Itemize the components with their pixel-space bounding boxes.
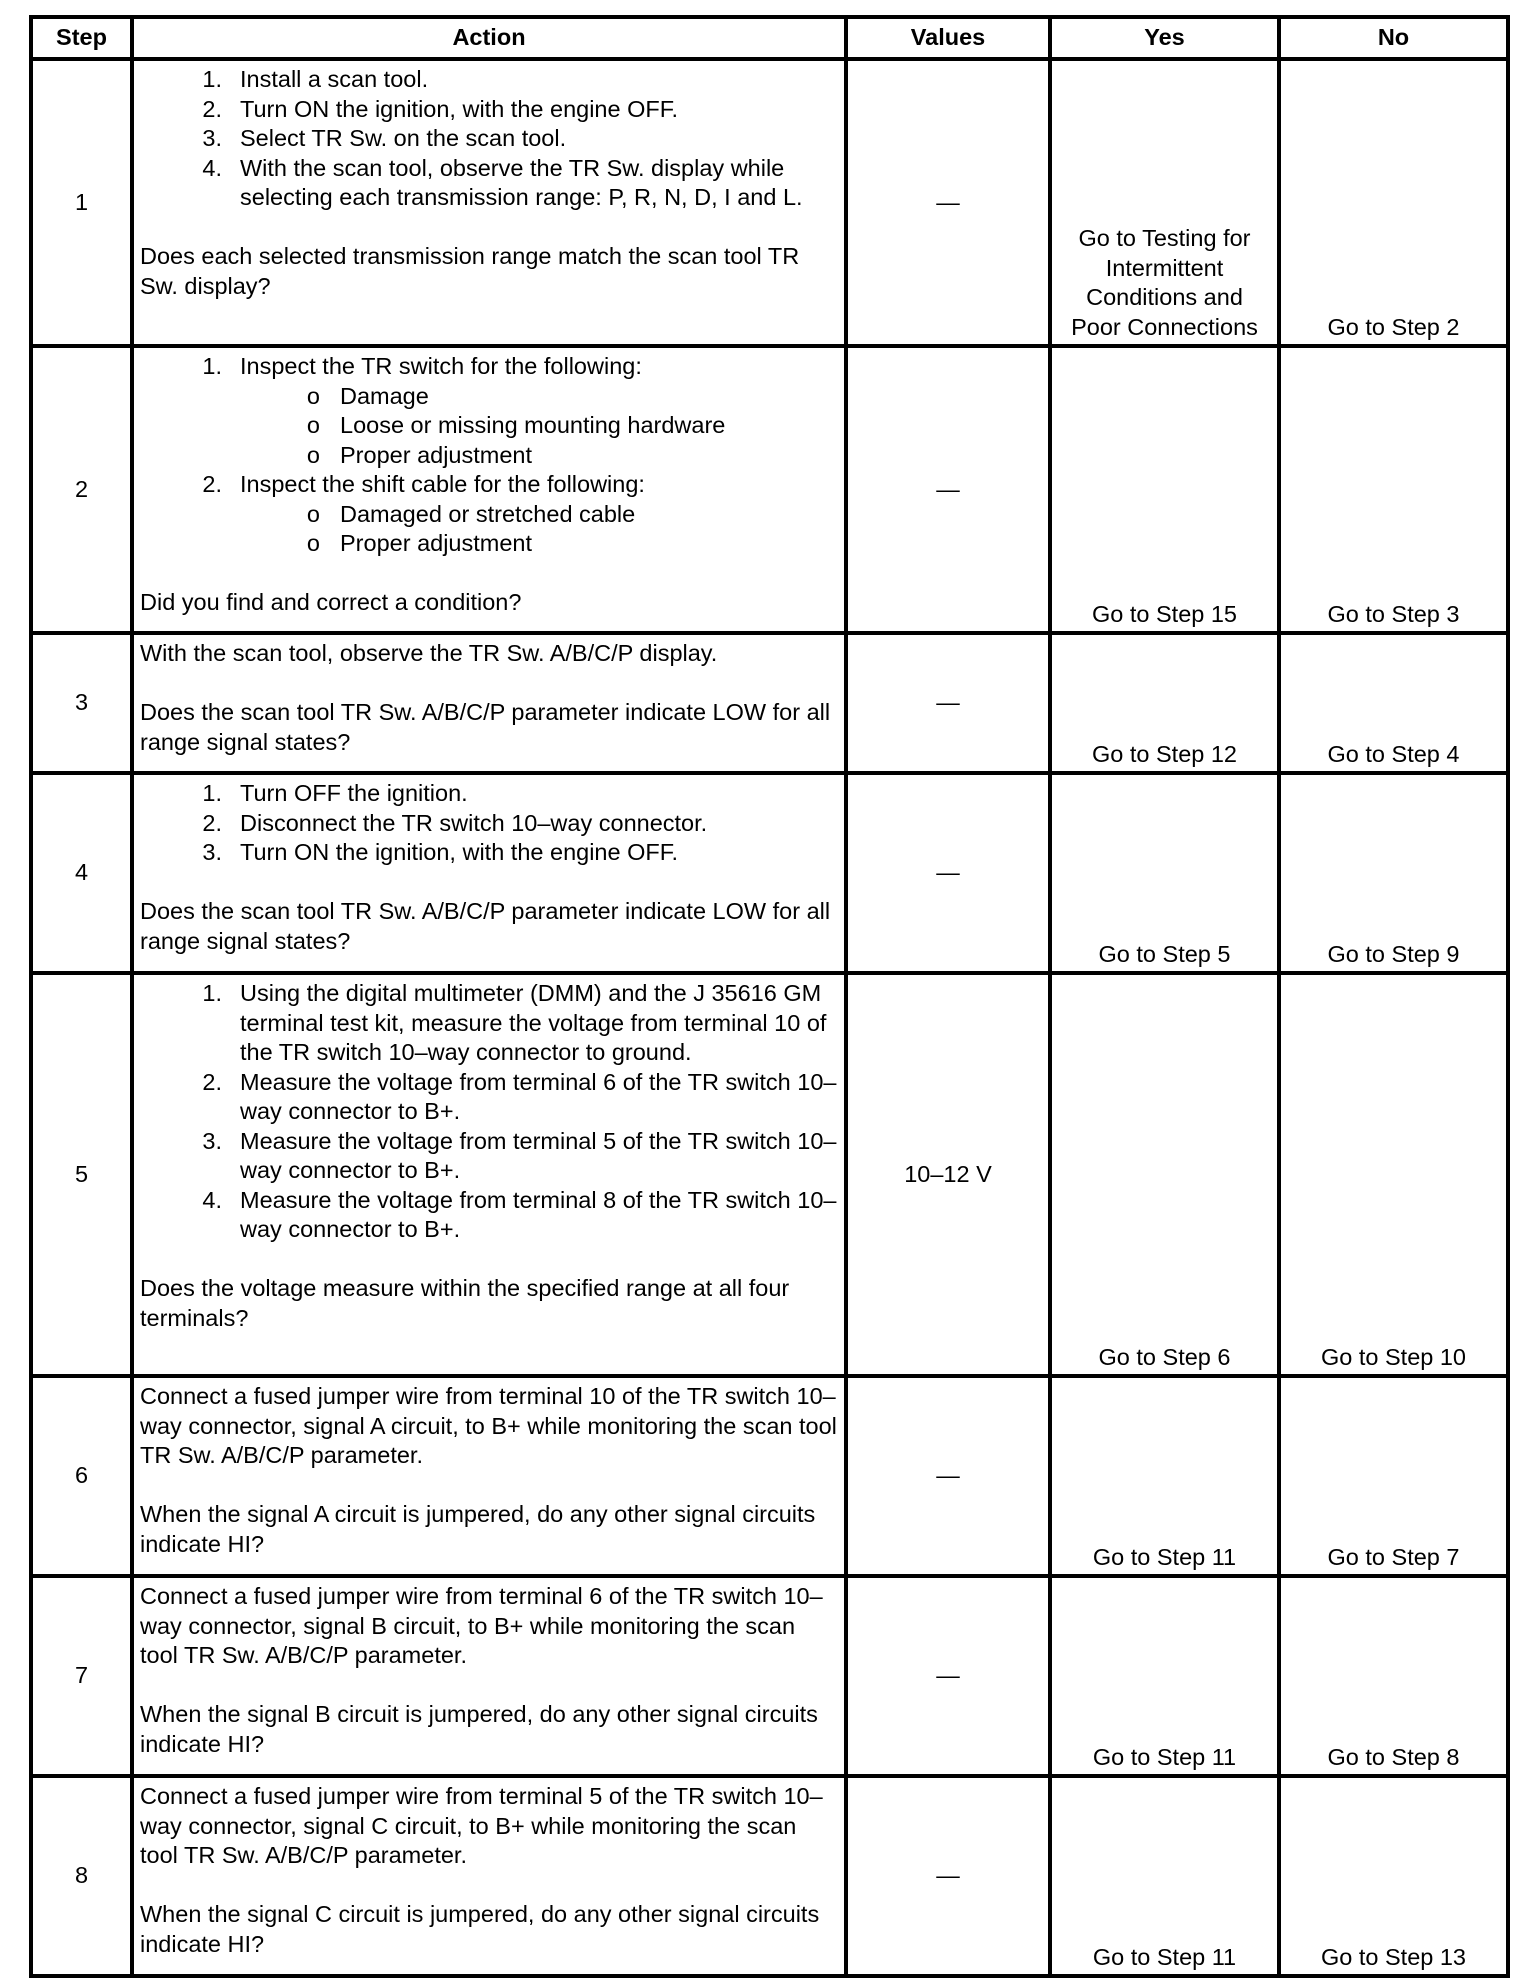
- spacer: [140, 669, 838, 699]
- step-cell: 2: [31, 346, 132, 633]
- values-cell: 10–12 V: [846, 973, 1050, 1376]
- values-cell: —: [846, 1776, 1050, 1976]
- action-cell: [132, 59, 846, 346]
- action-cell: [132, 773, 846, 973]
- step-cell: 6: [31, 1376, 132, 1576]
- sub-list-item: [140, 382, 838, 412]
- list-item: [140, 779, 838, 809]
- list-item-number: 1.: [202, 780, 222, 806]
- list-item-text: Turn ON the ignition, with the engine OFF.: [240, 95, 679, 122]
- sub-list-item: [140, 441, 838, 471]
- list-item: [140, 352, 838, 382]
- spacer: [140, 213, 838, 243]
- spacer: [140, 1871, 838, 1901]
- header-step: Step: [31, 17, 132, 59]
- spacer: [140, 1245, 838, 1275]
- list-item: [140, 65, 838, 95]
- list-item-text: Inspect the TR switch for the following:: [240, 353, 642, 379]
- table-row: [31, 1776, 1508, 1976]
- list-item: [140, 95, 838, 125]
- spacer: [140, 868, 838, 898]
- sub-list-item: [140, 500, 838, 530]
- action-question: Does the voltage measure within the specified range at all four terminals?: [140, 1275, 790, 1331]
- no-cell: Go to Step 10: [1279, 973, 1508, 1376]
- list-item-text: Measure the voltage from terminal 8 of the TR switch 10–way connector to B+.: [240, 1186, 837, 1242]
- values-cell: —: [846, 773, 1050, 973]
- list-item-number: 3.: [202, 1127, 222, 1154]
- header-values: Values: [846, 17, 1050, 59]
- list-item-number: 2.: [202, 471, 222, 497]
- spacer: [140, 1671, 838, 1701]
- diagnostic-table: [29, 15, 1510, 1978]
- step-cell: 7: [31, 1576, 132, 1776]
- header-no: No: [1279, 17, 1508, 59]
- bullet-icon: o: [306, 441, 320, 468]
- list-item-number: 4.: [202, 1186, 222, 1213]
- action-steps-list: [140, 779, 838, 868]
- list-item-number: 2.: [202, 1068, 222, 1095]
- bullet-icon: o: [306, 530, 320, 556]
- list-item-number: 2.: [202, 809, 222, 836]
- sub-list-item-text: Damaged or stretched cable: [340, 500, 636, 527]
- action-cell: [132, 1376, 846, 1576]
- action-cell: [132, 346, 846, 633]
- list-item-number: 1.: [202, 980, 222, 1006]
- action-cell: [132, 973, 846, 1376]
- action-intro: Connect a fused jumper wire from terminal 10 of the TR switch 10–way connector, signal A circuit, to B+ while monitoring the scan tool TR Sw. A/B/C/P parameter.: [140, 1383, 837, 1468]
- list-item: [140, 979, 838, 1068]
- yes-cell: Go to Step 15: [1050, 346, 1279, 633]
- list-item-number: 2.: [202, 95, 222, 122]
- list-item: [140, 809, 838, 839]
- action-steps-list: [140, 979, 838, 1245]
- table-row: [31, 773, 1508, 973]
- list-item-text: Using the digital multimeter (DMM) and the J 35616 GM terminal test kit, measure the voltage from terminal 10 of the TR switch 10–way connector to ground.: [240, 980, 827, 1065]
- yes-cell: Go to Step 11: [1050, 1776, 1279, 1976]
- spacer: [140, 559, 838, 589]
- list-item-text: Install a scan tool.: [240, 66, 429, 92]
- list-item-text: Select TR Sw. on the scan tool.: [240, 125, 567, 151]
- step-cell: 3: [31, 633, 132, 773]
- list-item-text: With the scan tool, observe the TR Sw. display while selecting each transmission range: P, R, N, D, I and L.: [240, 154, 803, 210]
- table-row: [31, 1576, 1508, 1776]
- step-cell: 5: [31, 973, 132, 1376]
- spacer: [140, 1471, 838, 1501]
- bullet-icon: o: [306, 500, 320, 527]
- bullet-icon: o: [306, 382, 320, 409]
- sub-list-item: [140, 529, 838, 559]
- table-row: [31, 973, 1508, 1376]
- table-row: [31, 346, 1508, 633]
- yes-cell: Go to Testing for Intermittent Conditions and Poor Connections: [1050, 59, 1279, 346]
- no-cell: Go to Step 9: [1279, 773, 1508, 973]
- list-item-number: 1.: [202, 66, 222, 92]
- action-question: When the signal B circuit is jumpered, do any other signal circuits indicate HI?: [140, 1701, 818, 1757]
- action-intro: With the scan tool, observe the TR Sw. A/B/C/P display.: [140, 640, 718, 666]
- yes-cell: Go to Step 11: [1050, 1576, 1279, 1776]
- list-item-text: Turn ON the ignition, with the engine OFF.: [240, 839, 679, 865]
- action-question: Does the scan tool TR Sw. A/B/C/P parameter indicate LOW for all range signal states?: [140, 699, 831, 755]
- action-steps-list: [140, 65, 838, 213]
- no-cell: Go to Step 13: [1279, 1776, 1508, 1976]
- values-cell: —: [846, 1576, 1050, 1776]
- list-item: [140, 124, 838, 154]
- list-item-number: 3.: [202, 839, 222, 865]
- list-item: [140, 838, 838, 868]
- sub-list-item-text: Damage: [340, 382, 429, 409]
- header-row: [31, 17, 1508, 59]
- values-cell: —: [846, 633, 1050, 773]
- action-steps-list: [140, 352, 838, 559]
- values-cell: —: [846, 1376, 1050, 1576]
- list-item-text: Disconnect the TR switch 10–way connector.: [240, 809, 708, 836]
- list-item: [140, 1186, 838, 1245]
- list-item: [140, 1127, 838, 1186]
- action-question: Does each selected transmission range match the scan tool TR Sw. display?: [140, 243, 800, 299]
- list-item-text: Measure the voltage from terminal 6 of the TR switch 10–way connector to B+.: [240, 1068, 837, 1124]
- sub-list-item: [140, 411, 838, 441]
- action-question: When the signal C circuit is jumpered, do any other signal circuits indicate HI?: [140, 1901, 820, 1957]
- list-item: [140, 470, 838, 500]
- list-item-text: Turn OFF the ignition.: [240, 780, 468, 806]
- no-cell: Go to Step 8: [1279, 1576, 1508, 1776]
- table-row: [31, 1376, 1508, 1576]
- header-action: Action: [132, 17, 846, 59]
- list-item-text: Inspect the shift cable for the following:: [240, 471, 645, 497]
- yes-cell: Go to Step 5: [1050, 773, 1279, 973]
- step-cell: 8: [31, 1776, 132, 1976]
- step-cell: 4: [31, 773, 132, 973]
- no-cell: Go to Step 4: [1279, 633, 1508, 773]
- list-item-text: Measure the voltage from terminal 5 of the TR switch 10–way connector to B+.: [240, 1127, 837, 1183]
- header-yes: Yes: [1050, 17, 1279, 59]
- list-item: [140, 154, 838, 213]
- step-cell: 1: [31, 59, 132, 346]
- list-item-number: 1.: [202, 353, 222, 379]
- sub-list-item-text: Proper adjustment: [340, 441, 533, 468]
- values-cell: —: [846, 59, 1050, 346]
- no-cell: Go to Step 7: [1279, 1376, 1508, 1576]
- yes-cell: Go to Step 12: [1050, 633, 1279, 773]
- table-row: [31, 59, 1508, 346]
- list-item: [140, 1068, 838, 1127]
- sub-list-item-text: Loose or missing mounting hardware: [340, 412, 726, 438]
- table-body: [31, 59, 1508, 1976]
- bullet-icon: o: [306, 412, 320, 438]
- table-row: [31, 633, 1508, 773]
- action-question: When the signal A circuit is jumpered, do any other signal circuits indicate HI?: [140, 1501, 816, 1557]
- action-cell: [132, 1576, 846, 1776]
- no-cell: Go to Step 2: [1279, 59, 1508, 346]
- no-cell: Go to Step 3: [1279, 346, 1508, 633]
- action-question: Does the scan tool TR Sw. A/B/C/P parameter indicate LOW for all range signal states?: [140, 898, 831, 954]
- sub-list-item-text: Proper adjustment: [340, 530, 533, 556]
- yes-cell: Go to Step 11: [1050, 1376, 1279, 1576]
- list-item-number: 4.: [202, 154, 222, 181]
- action-intro: Connect a fused jumper wire from terminal 5 of the TR switch 10–way connector, signal C circuit, to B+ while monitoring the scan tool TR Sw. A/B/C/P parameter.: [140, 1783, 823, 1868]
- action-cell: [132, 633, 846, 773]
- yes-cell: Go to Step 6: [1050, 973, 1279, 1376]
- list-item-number: 3.: [202, 125, 222, 151]
- action-question: Did you find and correct a condition?: [140, 589, 522, 615]
- values-cell: —: [846, 346, 1050, 633]
- action-intro: Connect a fused jumper wire from terminal 6 of the TR switch 10–way connector, signal B circuit, to B+ while monitoring the scan tool TR Sw. A/B/C/P parameter.: [140, 1583, 823, 1668]
- action-cell: [132, 1776, 846, 1976]
